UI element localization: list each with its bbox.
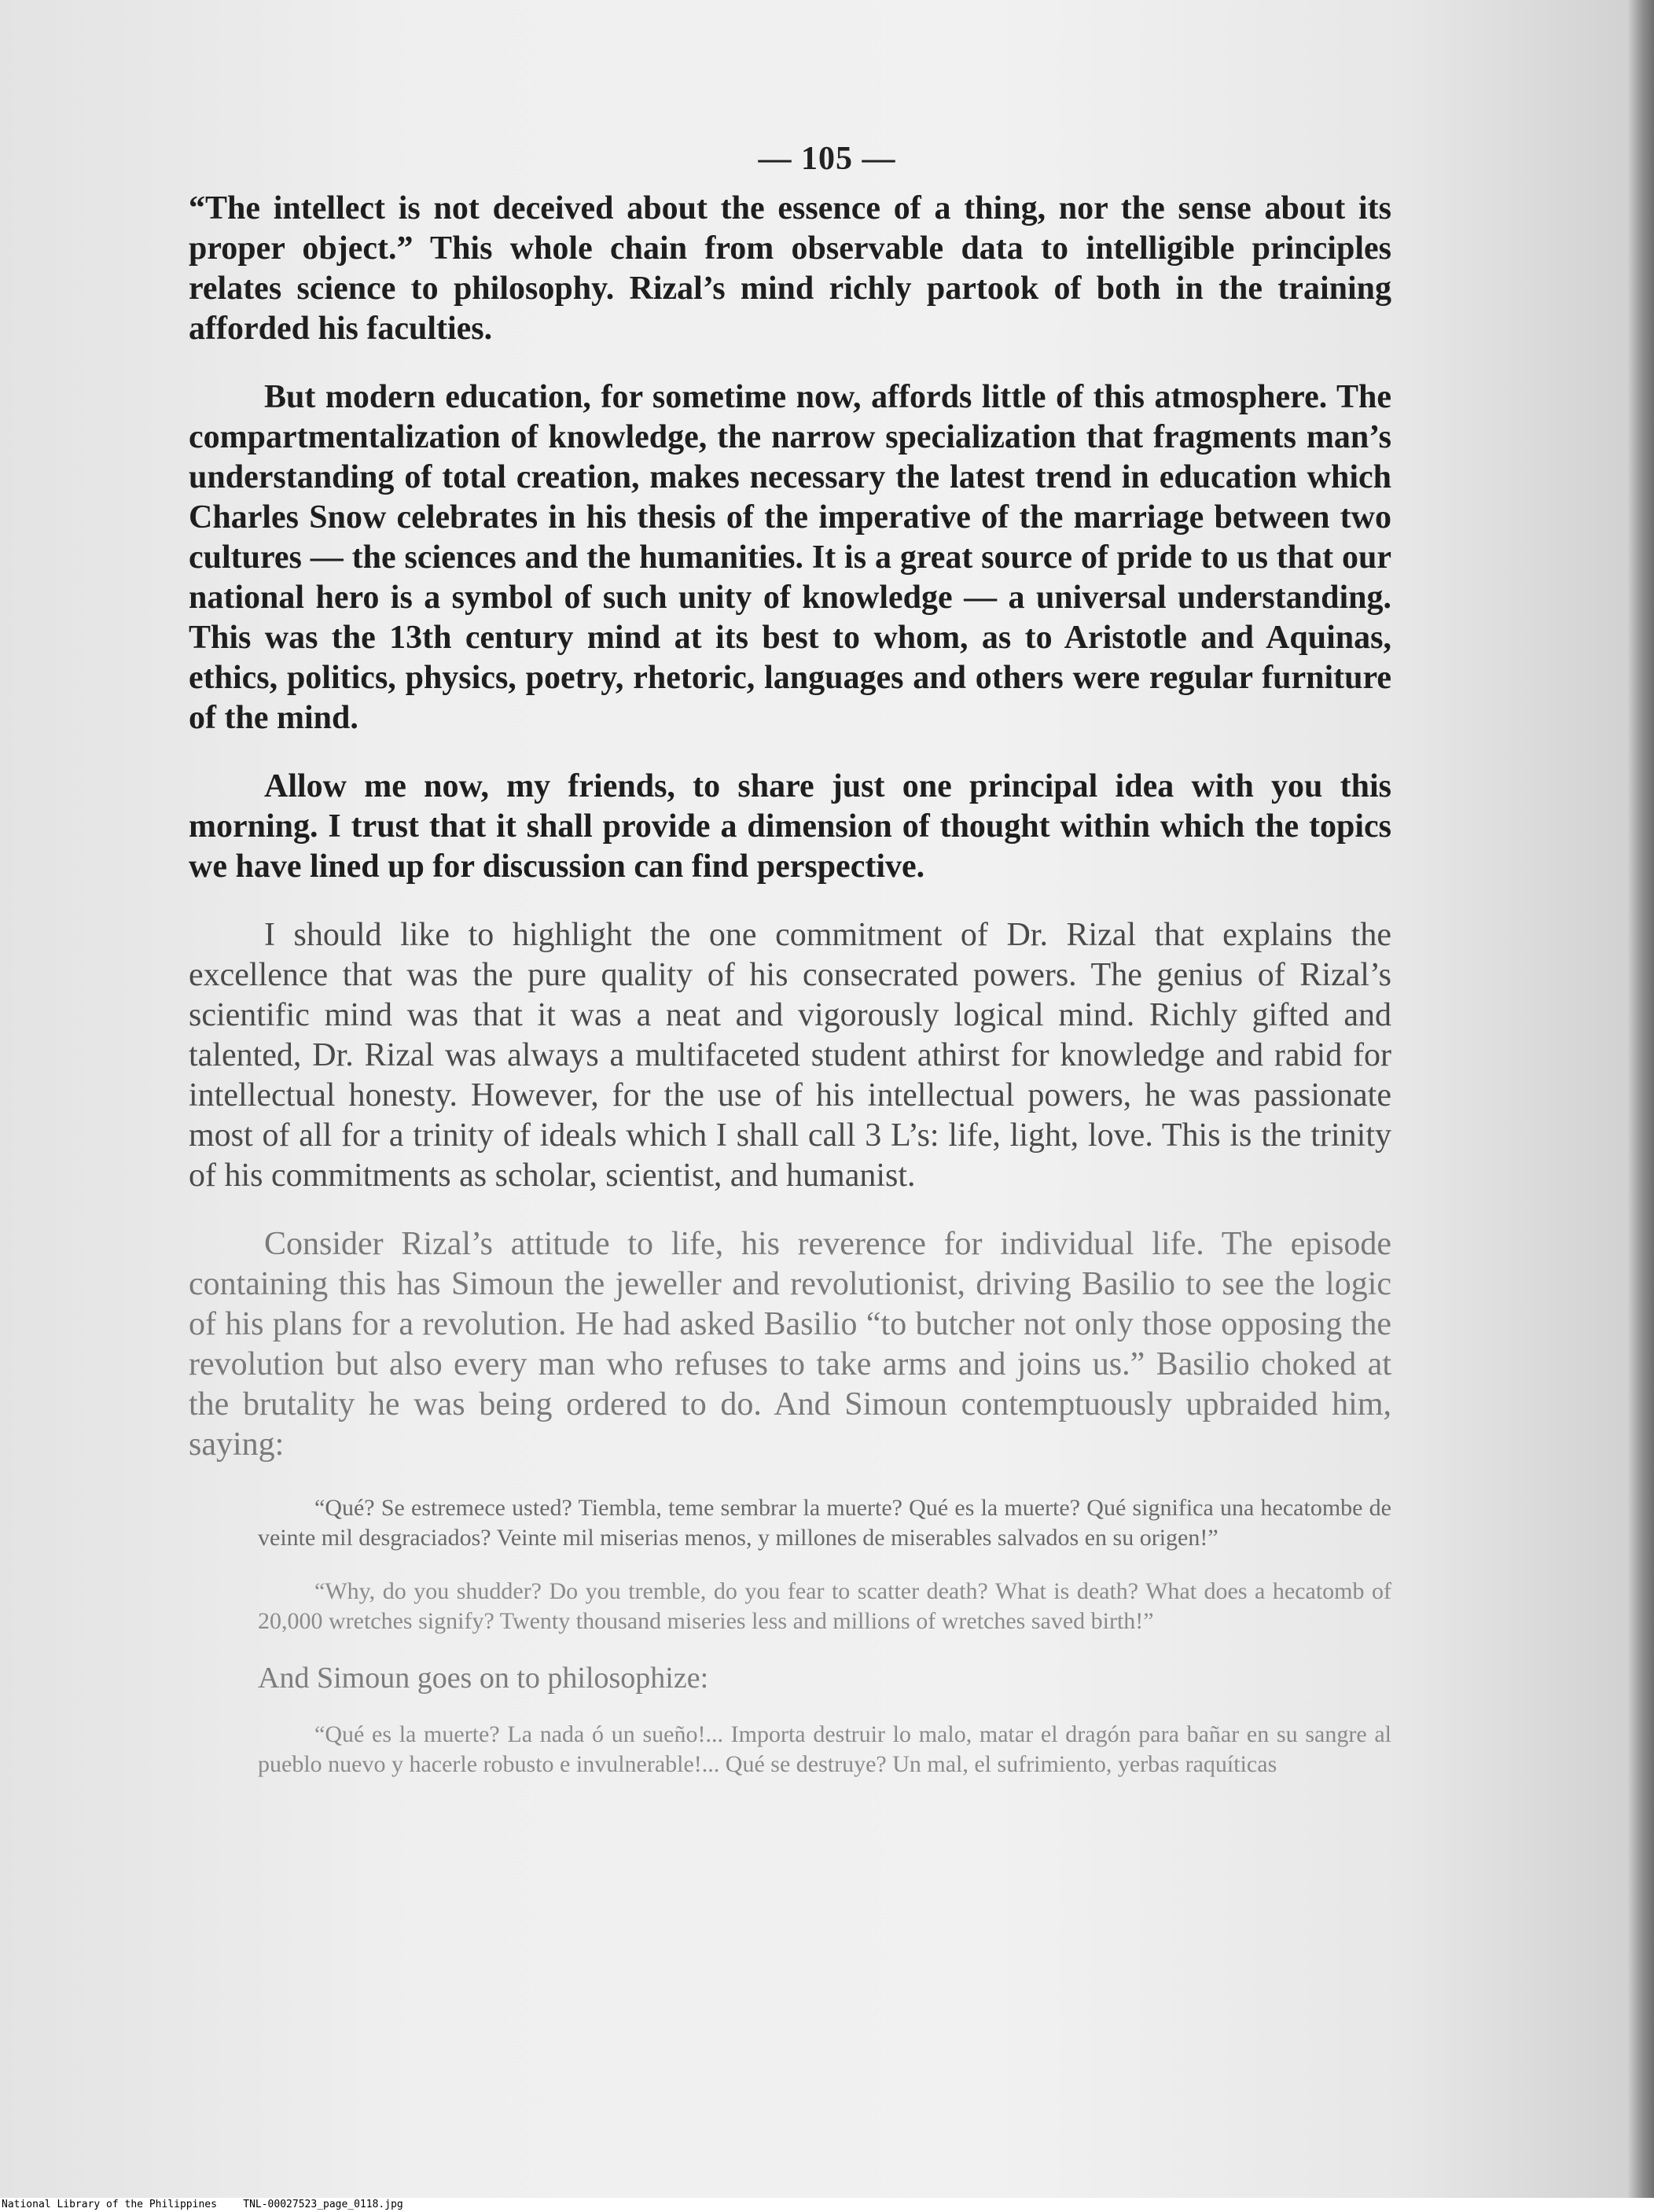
body-text [189,189,1391,1803]
english-quote: “Why, do you shudder? Do you tremble, do you fear to scatter death? What is death? What does a hecatomb of 20,000 wretches signify? Twenty thousand miseries less and millions of wretches saved birth!” [258,1578,1391,1634]
paragraph-5: Consider Rizal’s attitude to life, his reverence for individual life. The episode containing this has Simoun the jeweller and revolutionist, driving Basilio to see the logic of his plans for a revolution. He had asked Basilio “to butcher not only those opposing the revolution but also every man who refuses to take arms and joins us.” Basilio choked at the brutality he was being ordered to do. And Simoun contemptuously upbraided him, saying: [189,1226,1391,1463]
final-quote: “Qué es la muerte? La nada ó un sueño!... Importa destruir lo malo, matar el dragón para bañar en su sangre al pueblo nuevo y hacerle robusto e invulnerable!... Qué se destruye? Un mal, el sufrimiento, yerbas raquíticas [258,1721,1391,1777]
page-edge-shadow [1627,0,1654,2212]
paragraph-1: “The intellect is not deceived about the essence of a thing, nor the sense about its proper object.” This whole chain from observable data to intelligible principles relates science to philosophy. Rizal’s mind richly partook of both in the training afforded his faculties. [189,190,1391,347]
paragraph-4: I should like to highlight the one commitment of Dr. Rizal that explains the excellence that was the pure quality of his consecrated powers. The genius of Rizal’s scientific mind was that it was a neat and vigorously logical mind. Richly gifted and talented, Dr. Rizal was always a multifaceted student athirst for knowledge and rabid for intellectual honesty. However, for the use of his intellectual powers, he was passionate most of all for a trinity of ideals which I shall call 3 L’s: life, light, love. This is the trinity of his commitments as scholar, scientist, and humanist. [189,917,1391,1194]
paragraph-3: Allow me now, my friends, to share just one principal idea with you this morning. I trust that it shall provide a dimension of thought within which the topics we have lined up for discussion can find perspective. [189,768,1391,885]
paragraph-2: But modern education, for sometime now, affords little of this atmosphere. The compartmentalization of knowledge, the narrow specialization that fragments man’s understanding of total creation, makes necessary the latest trend in education which Charles Snow celebrates in his thesis of the imperative of the marriage between two cultures — the sciences and the humanities. It is a great source of pride to us that our national hero is a symbol of such unity of knowledge — a universal understanding. This was the 13th century mind at its best to whom, as to Aristotle and Aquinas, ethics, politics, physics, poetry, rhetoric, languages and others were regular furniture of the mind. [189,379,1391,736]
footer-library: National Library of the Philippines [2,2199,217,2210]
spanish-quote: “Qué? Se estremece usted? Tiembla, teme sembrar la muerte? Qué es la muerte? Qué significa una hecatombe de veinte mil desgraciados? Veinte mil miserias menos, y millones de miserables salvados en su origen!” [258,1495,1391,1551]
page-number: — 105 — [758,141,896,177]
transition-line: And Simoun goes on to philosophize: [258,1662,709,1695]
footer-file: TNL-00027523_page_0118.jpg [243,2199,403,2210]
scan-footer [0,2198,1654,2212]
